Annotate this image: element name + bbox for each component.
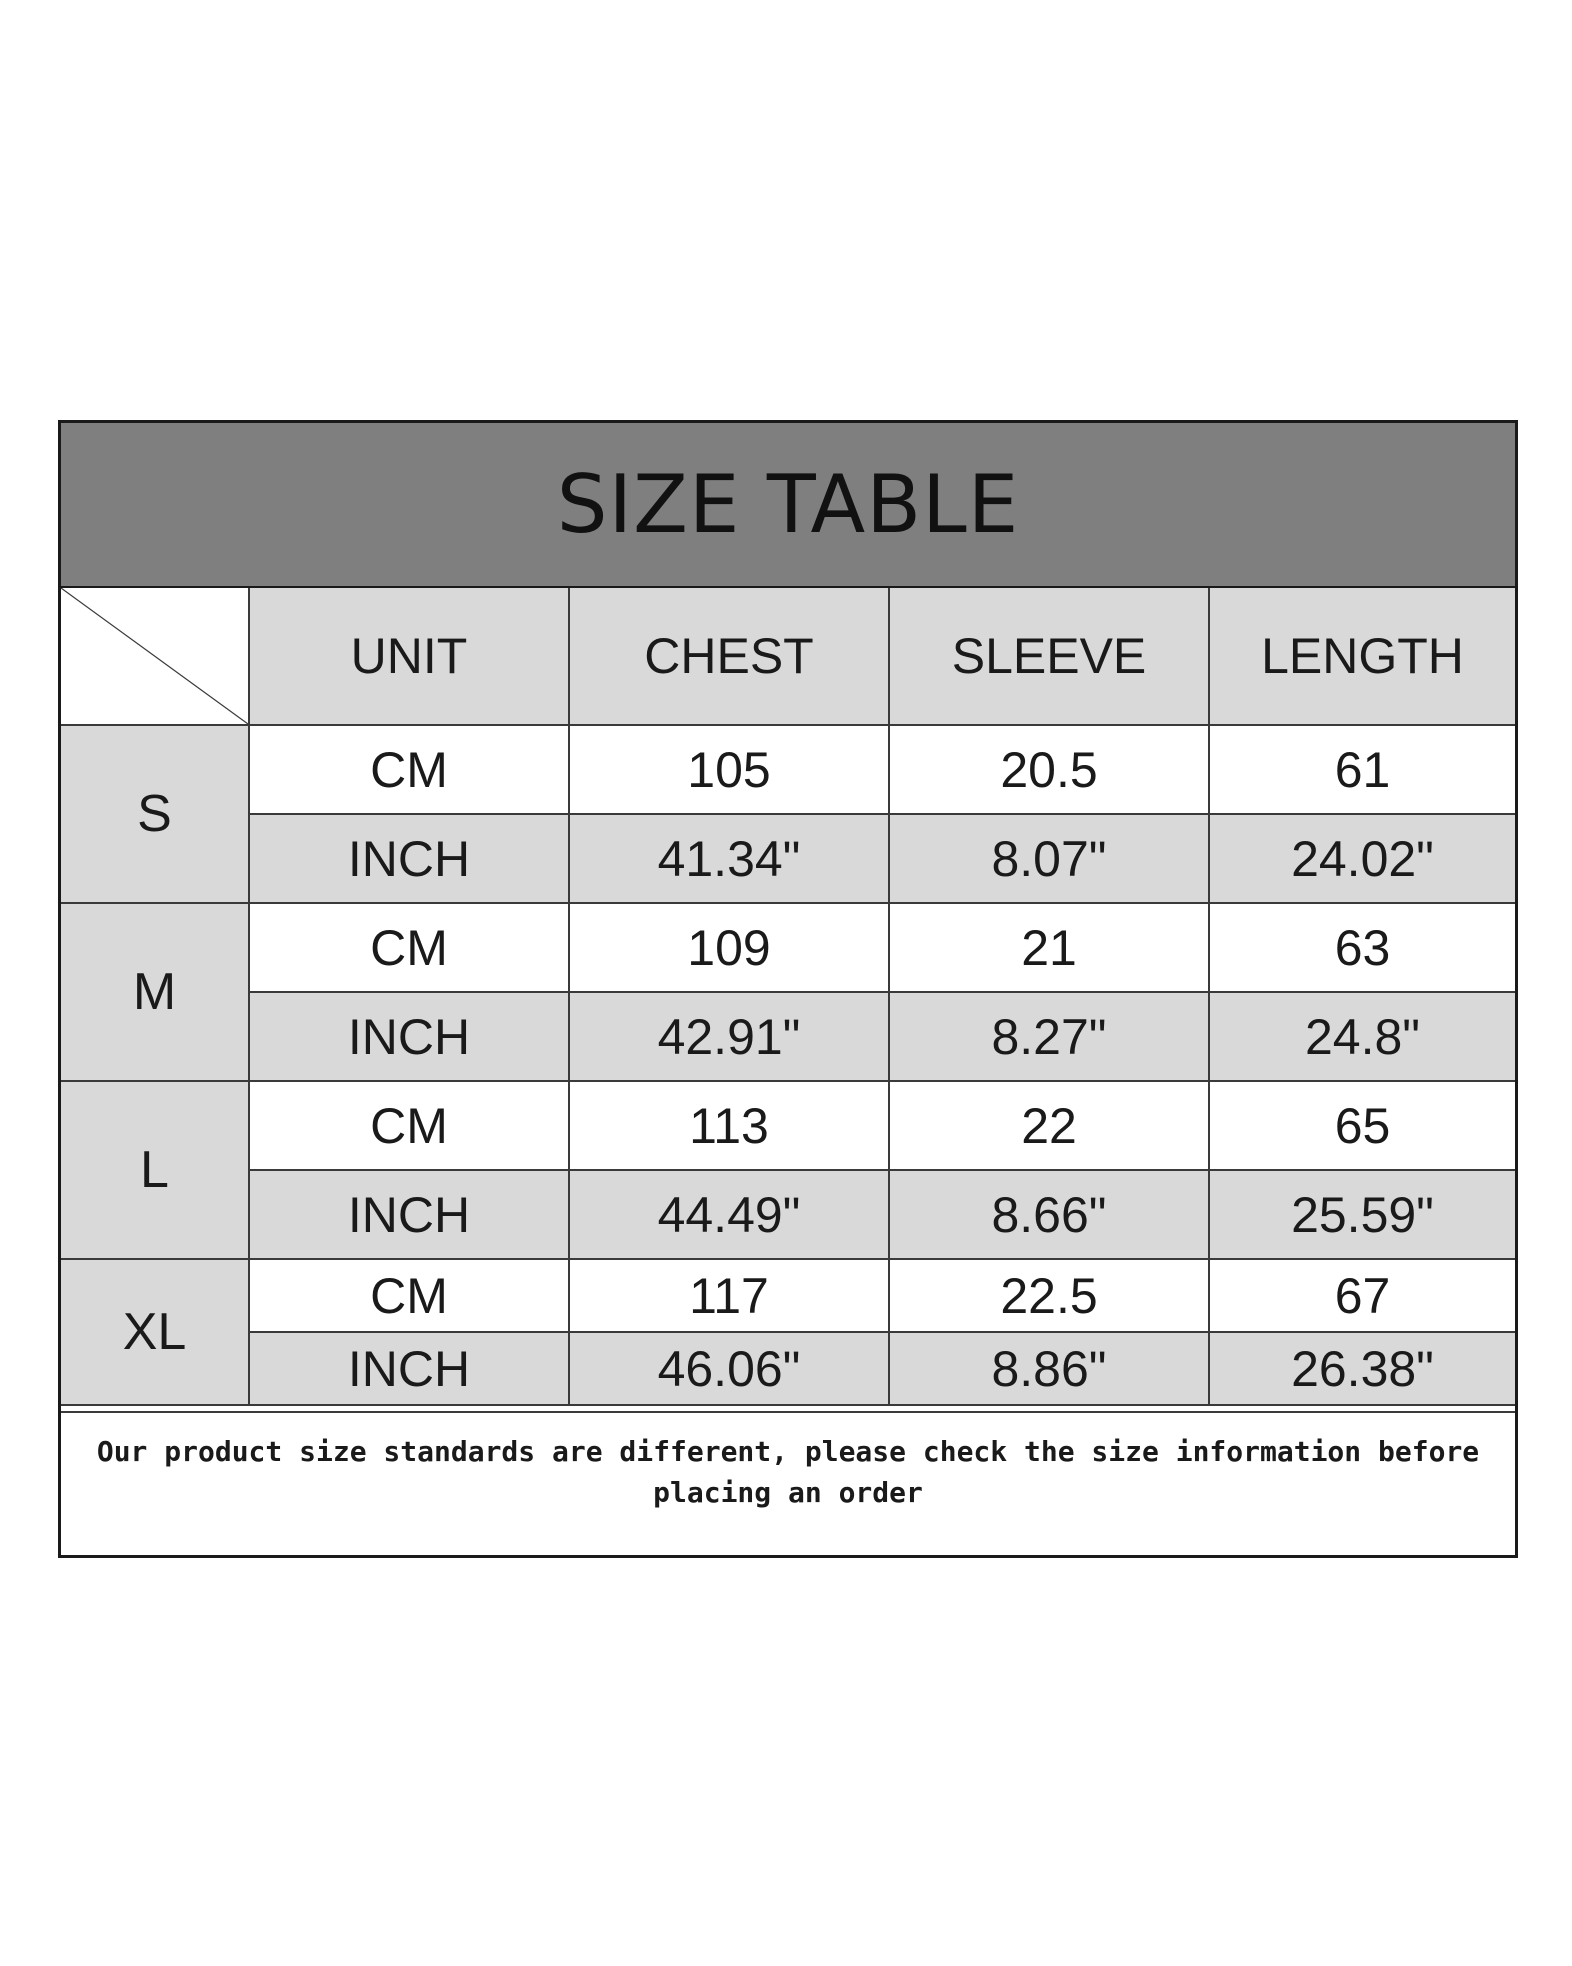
chest-cell: 42.91" (569, 992, 889, 1081)
table-row (61, 1259, 1515, 1332)
chest-cell: 109 (569, 903, 889, 992)
unit-cell: CM (249, 725, 569, 814)
sleeve-cell: 8.86" (889, 1332, 1209, 1405)
length-cell: 25.59" (1209, 1170, 1515, 1259)
unit-cell: INCH (249, 1170, 569, 1259)
sleeve-cell: 22 (889, 1081, 1209, 1170)
header-row (61, 588, 1515, 725)
table-row (61, 814, 1515, 903)
unit-cell: CM (249, 1259, 569, 1332)
sleeve-cell: 8.27" (889, 992, 1209, 1081)
unit-cell: CM (249, 903, 569, 992)
sleeve-cell: 21 (889, 903, 1209, 992)
table-row (61, 1332, 1515, 1405)
table-row (61, 1081, 1515, 1170)
corner-cell (61, 588, 249, 725)
chest-cell: 44.49" (569, 1170, 889, 1259)
length-cell: 26.38" (1209, 1332, 1515, 1405)
length-cell: 63 (1209, 903, 1515, 992)
header-chest: CHEST (569, 588, 889, 725)
header-sleeve: SLEEVE (889, 588, 1209, 725)
length-cell: 24.02" (1209, 814, 1515, 903)
sleeve-cell: 8.07" (889, 814, 1209, 903)
sleeve-cell: 8.66" (889, 1170, 1209, 1259)
size-label: S (61, 725, 249, 903)
sleeve-cell: 20.5 (889, 725, 1209, 814)
length-cell: 61 (1209, 725, 1515, 814)
table-row (61, 903, 1515, 992)
length-cell: 24.8" (1209, 992, 1515, 1081)
size-note: Our product size standards are different, please check the size information before placing an order (61, 1411, 1515, 1555)
unit-cell: INCH (249, 814, 569, 903)
unit-cell: CM (249, 1081, 569, 1170)
table-row (61, 992, 1515, 1081)
title-bar (61, 423, 1515, 588)
size-grid (61, 588, 1515, 1406)
chest-cell: 41.34" (569, 814, 889, 903)
header-length: LENGTH (1209, 588, 1515, 725)
chest-cell: 113 (569, 1081, 889, 1170)
size-label: XL (61, 1259, 249, 1405)
size-label: L (61, 1081, 249, 1259)
length-cell: 67 (1209, 1259, 1515, 1332)
header-unit: UNIT (249, 588, 569, 725)
size-label: M (61, 903, 249, 1081)
diagonal-divider-icon (61, 588, 248, 724)
chest-cell: 105 (569, 725, 889, 814)
size-chart (58, 420, 1518, 1558)
table-row (61, 725, 1515, 814)
chest-cell: 46.06" (569, 1332, 889, 1405)
size-table-title: SIZE TABLE (556, 458, 1020, 551)
table-row (61, 1170, 1515, 1259)
unit-cell: INCH (249, 992, 569, 1081)
unit-cell: INCH (249, 1332, 569, 1405)
sleeve-cell: 22.5 (889, 1259, 1209, 1332)
length-cell: 65 (1209, 1081, 1515, 1170)
chest-cell: 117 (569, 1259, 889, 1332)
